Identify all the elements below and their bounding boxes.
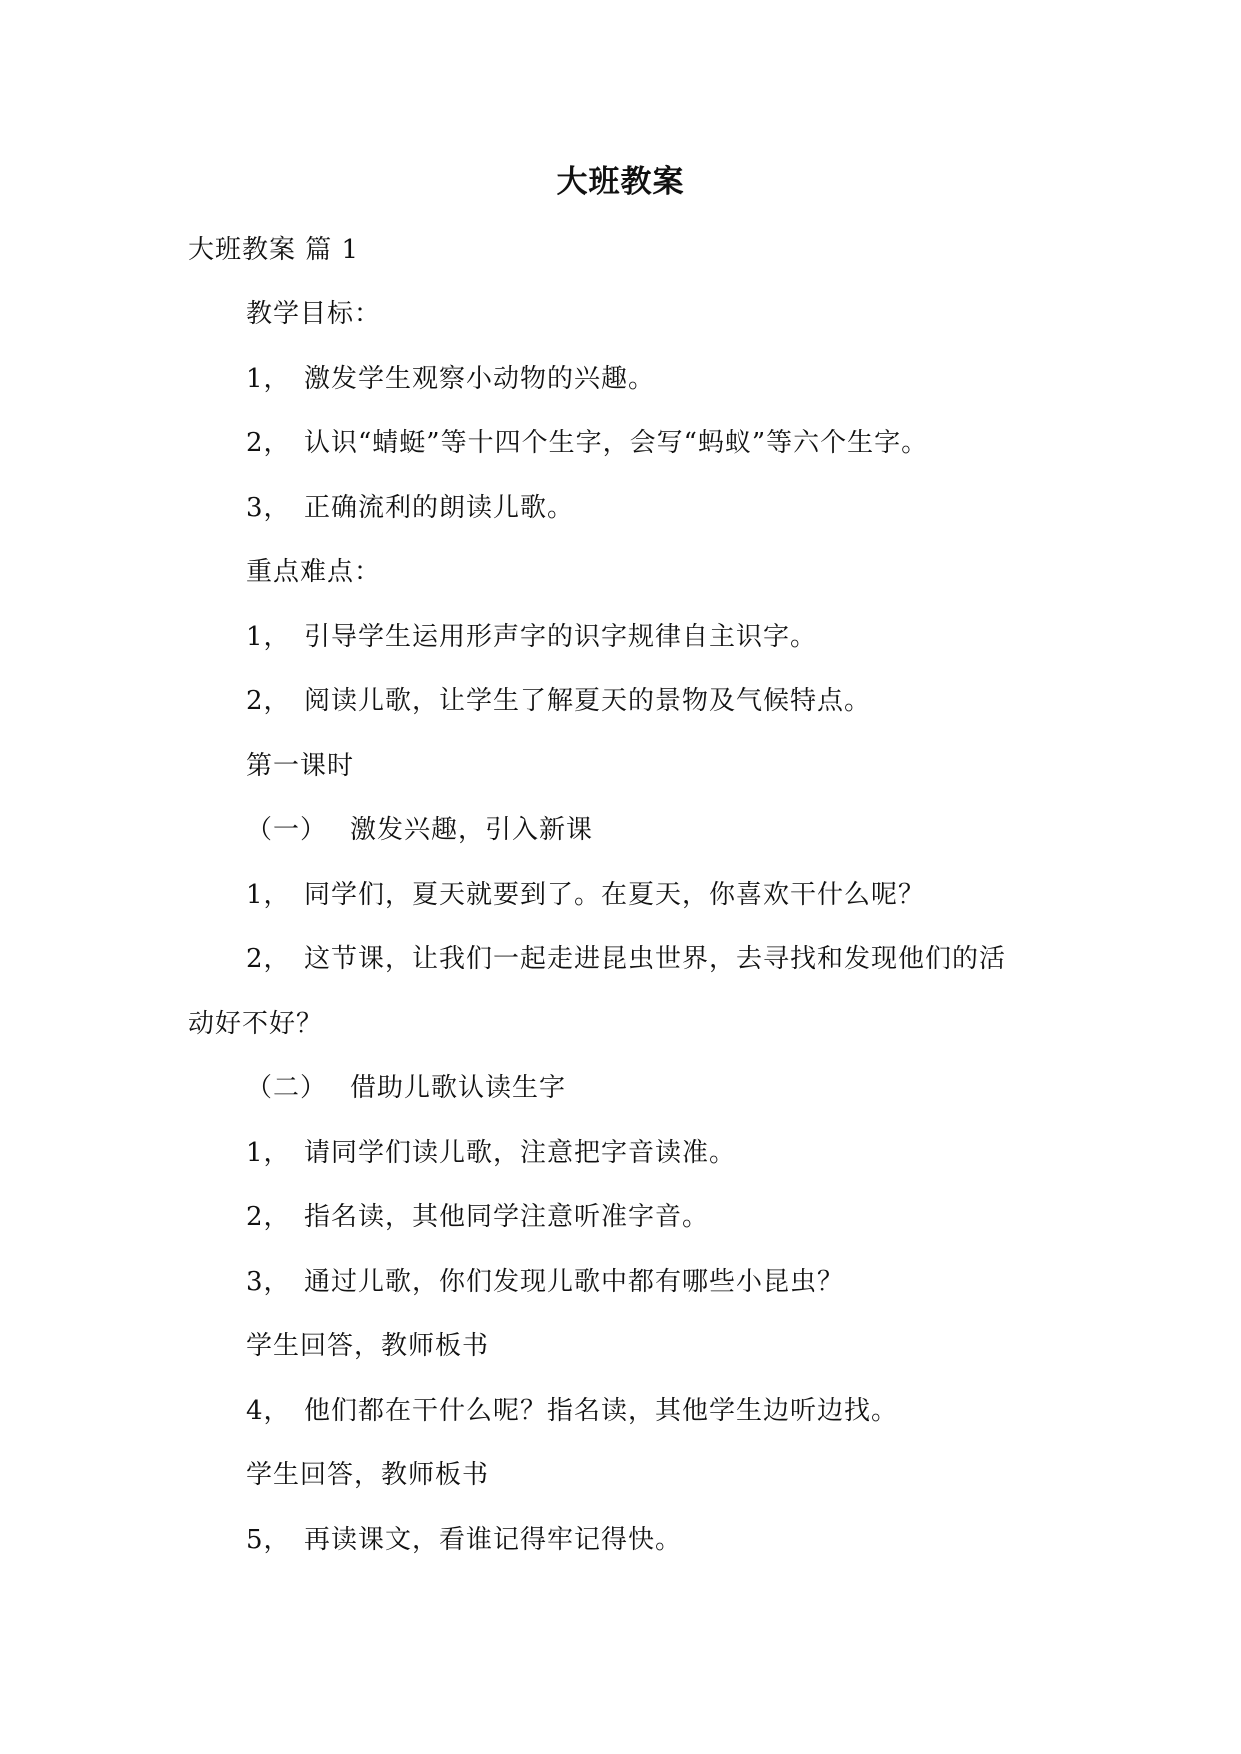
item-number: 5，	[246, 1525, 291, 1555]
section-number: （一）	[246, 815, 328, 845]
goal-text: 认识“蜻蜓”等十四个生字，会写“蚂蚁”等六个生字。	[304, 428, 929, 458]
page-title: 大班教案	[556, 164, 685, 200]
section-heading-1	[246, 812, 593, 848]
section2-item-3	[246, 1264, 844, 1300]
goal-item-2	[246, 425, 928, 461]
item-number: 4，	[246, 1396, 291, 1426]
goal-number: 3，	[246, 493, 291, 523]
section-number: （二）	[246, 1073, 328, 1103]
goal-number: 1，	[246, 364, 291, 394]
section1-item-1	[246, 877, 925, 913]
subtitle: 大班教案 篇 1	[188, 235, 360, 265]
goal-item-3	[246, 490, 574, 526]
key-point-item-1	[246, 619, 817, 655]
item-text: 通过儿歌，你们发现儿歌中都有哪些小昆虫？	[304, 1267, 845, 1297]
item-number: 2，	[246, 944, 291, 974]
section2-item-2	[246, 1199, 709, 1235]
item-text: 同学们，夏天就要到了。在夏天，你喜欢干什么呢？	[304, 880, 926, 910]
item-number: 3，	[246, 1267, 291, 1297]
section-heading-2	[246, 1070, 566, 1106]
goal-item-1	[246, 361, 655, 397]
item-text: 请同学们读儿歌，注意把字音读准。	[304, 1138, 737, 1168]
section1-item-2-continuation: 动好不好？	[188, 1009, 324, 1039]
key-point-number: 1，	[246, 622, 291, 652]
key-point-text: 阅读儿歌，让学生了解夏天的景物及气候特点。	[304, 686, 872, 716]
key-point-item-2	[246, 683, 871, 719]
item-number: 1，	[246, 880, 291, 910]
section-title: 激发兴趣，引入新课	[350, 815, 594, 845]
item-text: 他们都在干什么呢？指名读，其他学生边听边找。	[304, 1396, 899, 1426]
section2-item-1	[246, 1135, 736, 1171]
section-title: 借助儿歌认读生字	[350, 1073, 567, 1103]
student-answer-note-2: 学生回答，教师板书	[246, 1460, 490, 1490]
item-text: 这节课，让我们一起走进昆虫世界，去寻找和发现他们的活	[304, 944, 1007, 974]
goals-heading: 教学目标：	[246, 299, 382, 329]
section2-item-4	[246, 1393, 898, 1429]
section2-item-5	[246, 1522, 682, 1558]
goal-text: 正确流利的朗读儿歌。	[304, 493, 575, 523]
item-number: 2，	[246, 1202, 291, 1232]
key-point-text: 引导学生运用形声字的识字规律自主识字。	[304, 622, 818, 652]
key-point-number: 2，	[246, 686, 291, 716]
section1-item-2	[246, 941, 1006, 977]
item-text: 指名读，其他同学注意听准字音。	[304, 1202, 710, 1232]
key-points-heading: 重点难点：	[246, 557, 382, 587]
lesson-heading: 第一课时	[246, 751, 355, 781]
item-number: 1，	[246, 1138, 291, 1168]
item-text: 再读课文，看谁记得牢记得快。	[304, 1525, 683, 1555]
student-answer-note-1: 学生回答，教师板书	[246, 1331, 490, 1361]
goal-text: 激发学生观察小动物的兴趣。	[304, 364, 656, 394]
goal-number: 2，	[246, 428, 291, 458]
